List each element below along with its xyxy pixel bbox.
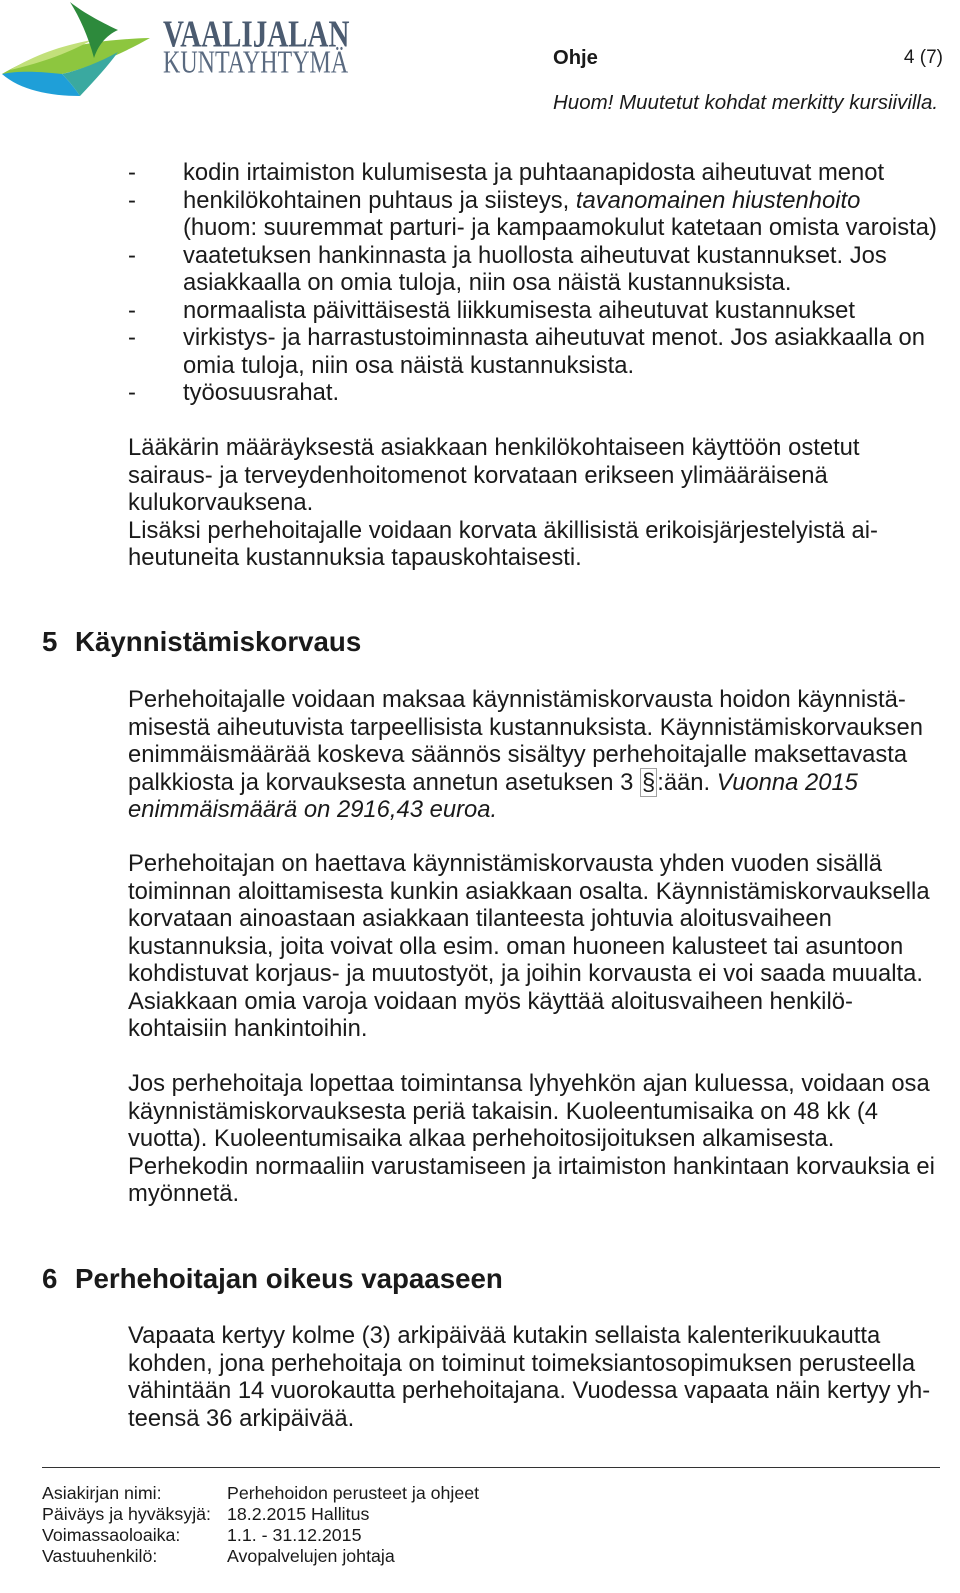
changed-text-italic: tavanomainen hiustenhoito — [575, 186, 861, 214]
footer-row — [42, 1525, 479, 1546]
text-line: toiminnan aloittamisesta kunkin asiakkaan osalta. Käynnistämiskorvauksella — [128, 877, 930, 905]
text-line: vähintään 14 vuorokautta perhehoitajana. Vuodessa vapaata näin kertyy yh- — [128, 1377, 931, 1404]
text-line: kustannuksia, joita voivat olla esim. oman huoneen kalusteet tai asuntoon — [128, 932, 904, 960]
list-marker: - — [128, 324, 136, 351]
section-sign-field: § — [641, 768, 656, 796]
text-line: enimmäismäärää koskeva säännös sisältyy perhehoitajalle maksettavasta — [128, 741, 908, 768]
text-line: vaatetuksen hankinnasta ja huollosta aiheutuvat kustannukset. Jos — [183, 241, 887, 269]
paragraph — [128, 434, 878, 572]
text-line: korvataan ainoastaan asiakkaan tilanteesta johtuvia aloitusvaiheen — [128, 905, 832, 932]
text-line: Asiakkaan omia varoja voidaan myös käyttää aloitusvaiheen henkilö- — [128, 987, 853, 1015]
text-line: Lääkärin määräyksestä asiakkaan henkilökohtaiseen käyttöön ostetut — [128, 434, 860, 461]
footer-label: Voimassaoloaika: — [42, 1525, 181, 1545]
footer-label: Vastuuhenkilö: — [42, 1546, 158, 1566]
paragraph — [128, 686, 923, 824]
text-line: kohtaisiin hankintoihin. — [128, 1015, 368, 1042]
section-heading — [42, 1263, 503, 1295]
footer-divider — [42, 1467, 940, 1468]
changed-text-italic: Vuonna 2015 — [716, 768, 858, 796]
paragraph — [128, 1322, 930, 1432]
text-line: myönnetä. — [128, 1180, 240, 1207]
footer-label: Asiakirjan nimi: — [42, 1483, 162, 1503]
text-line: Perhehoitajan on haettava käynnistämiskorvausta yhden vuoden sisällä — [128, 850, 883, 877]
footer-value: Perhehoidon perusteet ja ohjeet — [227, 1483, 480, 1503]
paragraph — [128, 850, 930, 1043]
list-item — [128, 159, 937, 187]
bird-logo-icon — [0, 0, 160, 100]
footer-value: Avopalvelujen johtaja — [227, 1546, 395, 1566]
footer-label: Päiväys ja hyväksyjä: — [42, 1504, 211, 1524]
footer-value: 18.2.2015 Hallitus — [227, 1504, 370, 1524]
text-line: Jos perhehoitaja lopettaa toimintansa lyhyehkön ajan kuluessa, voidaan osa — [128, 1070, 930, 1097]
text-line: Lisäksi perhehoitajalle voidaan korvata äkillisistä erikoisjärjestelyistä ai- — [128, 516, 878, 544]
list-item — [128, 324, 937, 379]
text-line: Perhehoitajalle voidaan maksaa käynnistämiskorvausta hoidon käynnistä- — [128, 686, 906, 713]
change-note: Huom! Muutetut kohdat merkitty kursiivilla. — [553, 91, 939, 114]
text-segment: :ään. — [657, 768, 717, 796]
list-marker: - — [128, 241, 136, 269]
text-segment: henkilökohtainen puhtaus ja siisteys, — [183, 186, 576, 214]
logo-name-line2: KUNTAYHTYMÄ — [163, 46, 349, 81]
list-item — [128, 242, 937, 297]
document-type: Ohje — [553, 47, 598, 69]
list-marker: - — [128, 296, 136, 324]
document-footer — [42, 1483, 479, 1567]
organization-logo — [0, 0, 360, 100]
text-line: heutuneita kustannuksia tapauskohtaisesti. — [128, 544, 582, 571]
text-line: teensä 36 arkipäivää. — [128, 1404, 355, 1432]
text-line: kohden, jona perhehoitaja on toiminut toimeksiantosopimuksen perusteella — [128, 1349, 916, 1377]
changed-text-italic: enimmäismäärä on 2916,43 euroa. — [128, 796, 498, 823]
footer-row — [42, 1546, 479, 1567]
text-line: normaalista päivittäisestä liikkumisesta aiheutuvat kustannukset — [183, 296, 855, 324]
section-heading — [42, 626, 361, 658]
text-line: asiakkaalla on omia tuloja, niin osa näistä kustannuksista. — [183, 269, 792, 296]
text-line: kulukorvauksena. — [128, 489, 314, 516]
text-line: vuotta). Kuoleentumisaika alkaa perhehoitosijoituksen alkamisesta. — [128, 1125, 835, 1152]
text-line: kohdistuvat korjaus- ja muutostyöt, ja joihin korvausta ei voi saada muualta. — [128, 960, 923, 987]
expense-list — [128, 159, 937, 407]
footer-row — [42, 1504, 479, 1525]
text-line: omia tuloja, niin osa näistä kustannuksista. — [183, 351, 635, 379]
logo-name-line1: VAALIJALAN — [163, 14, 350, 56]
text-line: Vapaata kertyy kolme (3) arkipäivää kutakin sellaista kalenterikuukautta — [128, 1322, 881, 1349]
paragraph — [128, 1070, 935, 1208]
text-line: virkistys- ja harrastustoiminnasta aiheutuvat menot. Jos asiakkaalla on — [183, 324, 926, 351]
text-line: sairaus- ja terveydenhoitomenot korvataan erikseen ylimääräisenä — [128, 461, 828, 489]
text-line: misestä aiheutuvista tarpeellisista kustannuksista. Käynnistämiskorvauksen — [128, 713, 923, 741]
section-title: Käynnistämiskorvaus — [75, 626, 362, 657]
text-line: kodin irtaimiston kulumisesta ja puhtaanapidosta aiheutuvat menot — [183, 159, 885, 186]
section-number: 5 — [42, 626, 58, 657]
text-line — [183, 187, 937, 215]
footer-row — [42, 1483, 479, 1504]
text-line: työosuusrahat. — [183, 379, 340, 406]
text-line: (huom: suuremmat parturi- ja kampaamokulut katetaan omista varoista) — [183, 214, 937, 241]
footer-value: 1.1. - 31.12.2015 — [227, 1525, 362, 1545]
list-marker: - — [128, 186, 136, 214]
list-item — [128, 379, 937, 407]
text-line: käynnistämiskorvauksesta periä takaisin. Kuoleentumisaika on 48 kk (4 — [128, 1097, 878, 1125]
section-number: 6 — [42, 1263, 58, 1294]
list-marker: - — [128, 379, 136, 406]
text-segment: palkkiosta ja korvauksesta annetun asetuksen 3 — [128, 768, 640, 796]
list-marker: - — [128, 159, 136, 186]
page-number: 4 (7) — [903, 47, 943, 68]
text-line: Perhekodin normaaliin varustamiseen ja irtaimiston hankintaan korvauksia ei — [128, 1152, 935, 1180]
list-item — [128, 187, 937, 242]
section-title: Perhehoitajan oikeus vapaaseen — [75, 1263, 503, 1294]
list-item — [128, 297, 937, 325]
text-line — [128, 769, 923, 797]
